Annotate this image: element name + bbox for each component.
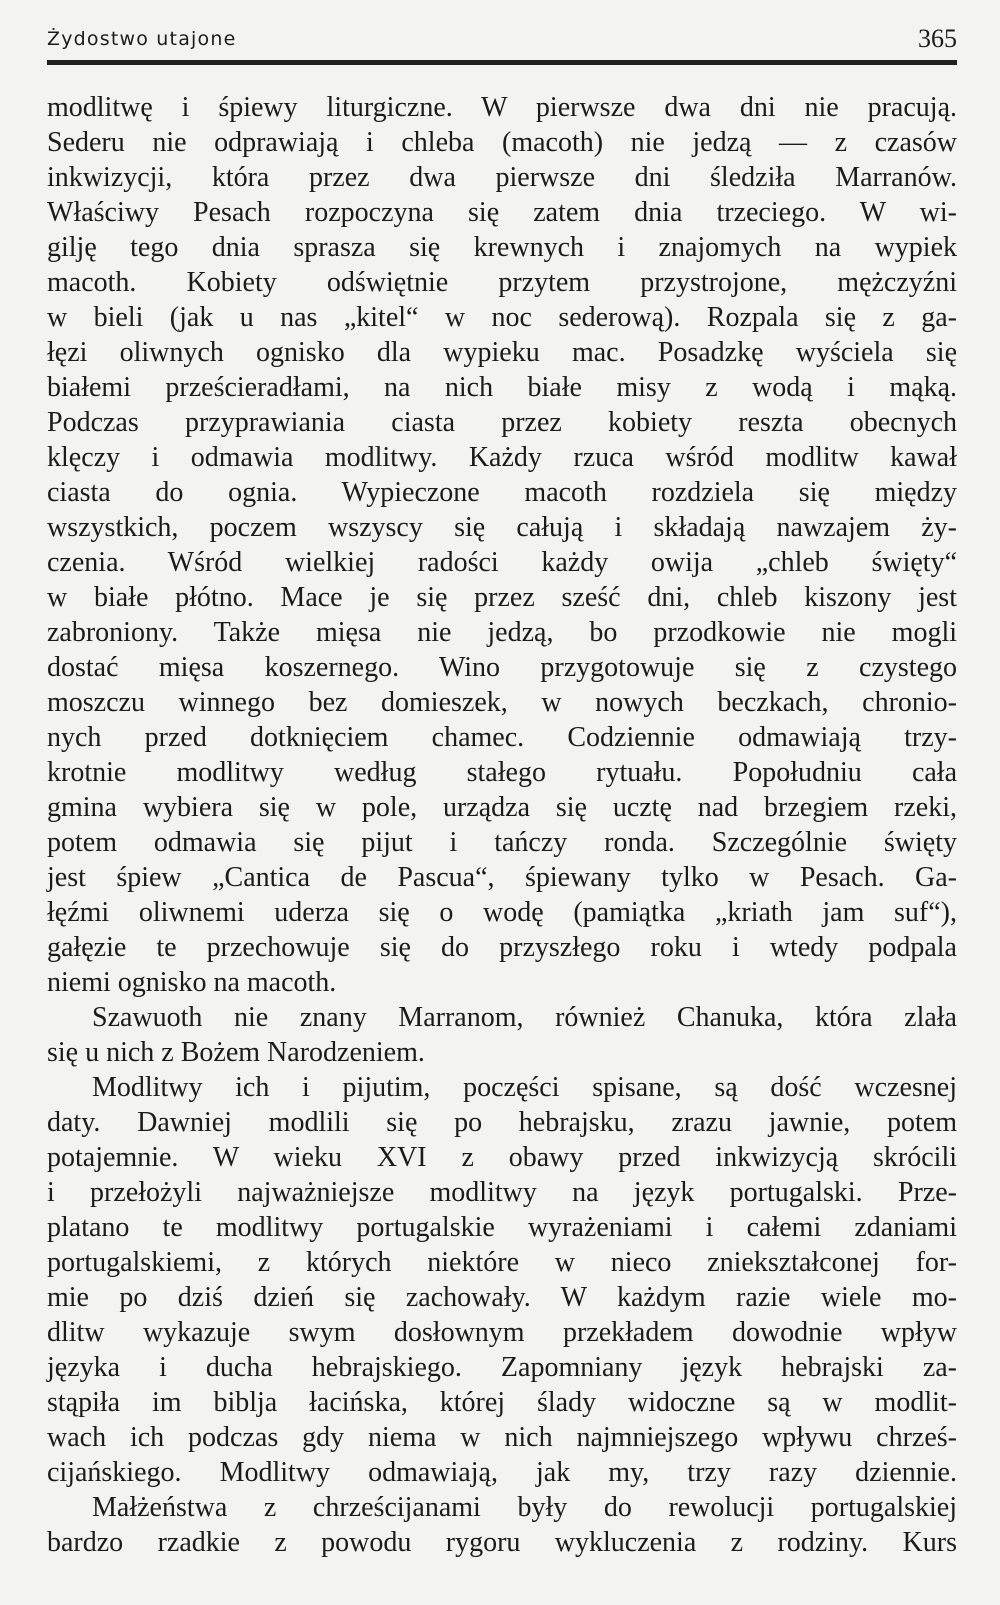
text-line: cijańskiego. Modlitwy odmawiają, jak my, trzy razy dziennie.: [47, 1457, 957, 1488]
text-line: klęczy i odmawia modlitwy. Każdy rzuca wśród modlitw kawał: [47, 442, 957, 473]
text-line: się u nich z Bożem Narodzeniem.: [47, 1037, 425, 1068]
text-line: niemi ognisko na macoth.: [47, 967, 337, 998]
text-line: ciasta do ognia. Wypieczone macoth rozdziela się między: [47, 477, 957, 508]
text-line: Właściwy Pesach rozpoczyna się zatem dnia trzeciego. W wi-: [47, 197, 957, 228]
text-line: potajemnie. W wieku XVI z obawy przed inkwizycją skrócili: [47, 1142, 957, 1173]
text-line: stąpiła im biblja łacińska, której ślady widoczne są w modlit-: [47, 1387, 957, 1418]
body-text: [47, 90, 957, 1560]
text-line: w bieli (jak u nas „kitel“ w noc sederową). Rozpala się z ga-: [47, 302, 957, 333]
text-line: potem odmawia się pijut i tańczy ronda. Szczególnie święty: [47, 827, 957, 858]
text-line: Szawuoth nie znany Marranom, również Chanuka, która zlała: [92, 1002, 957, 1033]
text-line: łęzi oliwnych ognisko dla wypieku mac. Posadzkę wyściela się: [47, 337, 957, 368]
text-line: dostać mięsa koszernego. Wino przygotowuje się z czystego: [47, 652, 957, 683]
text-line: zabroniony. Także mięsa nie jedzą, bo przodkowie nie mogli: [47, 617, 957, 648]
text-line: modlitwę i śpiewy liturgiczne. W pierwsze dwa dni nie pracują.: [47, 92, 957, 123]
text-line: gmina wybiera się w pole, urządza się ucztę nad brzegiem rzeki,: [47, 792, 957, 823]
text-line: portugalskiemi, z których niektóre w nieco zniekształconej for-: [47, 1247, 957, 1278]
page-number: 365: [918, 24, 957, 53]
text-line: mie po dziś dzień się zachowały. W każdym razie wiele mo-: [47, 1282, 957, 1313]
text-line: Sederu nie odprawiają i chleba (macoth) nie jedzą — z czasów: [47, 127, 957, 158]
text-line: bardzo rzadkie z powodu rygoru wykluczenia z rodziny. Kurs: [47, 1527, 957, 1558]
text-line: czenia. Wśród wielkiej radości każdy owija „chleb święty“: [47, 547, 957, 578]
text-line: wach ich podczas gdy niema w nich najmniejszego wpływu chrześ-: [47, 1422, 957, 1453]
header-rule: [47, 60, 957, 65]
text-line: i przełożyli najważniejsze modlitwy na język portugalski. Prze-: [47, 1177, 957, 1208]
text-line: języka i ducha hebrajskiego. Zapomniany język hebrajski za-: [47, 1352, 957, 1383]
text-line: krotnie modlitwy według stałego rytuału. Popołudniu cała: [47, 757, 957, 788]
text-line: Małżeństwa z chrześcijanami były do rewolucji portugalskiej: [92, 1492, 957, 1523]
text-line: platano te modlitwy portugalskie wyrażeniami i całemi zdaniami: [47, 1212, 957, 1243]
text-line: Modlitwy ich i pijutim, poczęści spisane, są dość wczesnej: [92, 1072, 957, 1103]
running-title: Żydostwo utajone: [47, 28, 237, 50]
text-line: łęźmi oliwnemi uderza się o wodę (pamiątka „kriath jam suf“),: [47, 897, 957, 928]
text-line: macoth. Kobiety odświętnie przytem przystrojone, mężczyźni: [47, 267, 957, 298]
text-line: nych przed dotknięciem chamec. Codziennie odmawiają trzy-: [47, 722, 957, 753]
text-line: dlitw wykazuje swym dosłownym przekładem dowodnie wpływ: [47, 1317, 957, 1348]
text-line: w białe płótno. Mace je się przez sześć dni, chleb kiszony jest: [47, 582, 957, 613]
text-line: wszystkich, poczem wszyscy się całują i składają nawzajem ży-: [47, 512, 957, 543]
text-line: jest śpiew „Cantica de Pascua“, śpiewany tylko w Pesach. Ga-: [47, 862, 957, 893]
text-line: Podczas przyprawiania ciasta przez kobiety reszta obecnych: [47, 407, 957, 438]
text-line: daty. Dawniej modlili się po hebrajsku, zrazu jawnie, potem: [47, 1107, 957, 1138]
text-line: gałęzie te przechowuje się do przyszłego roku i wtedy podpala: [47, 932, 957, 963]
text-line: inkwizycji, która przez dwa pierwsze dni śledziła Marranów.: [47, 162, 957, 193]
text-line: białemi prześcieradłami, na nich białe misy z wodą i mąką.: [47, 372, 957, 403]
text-line: gilję tego dnia sprasza się krewnych i znajomych na wypiek: [47, 232, 957, 263]
text-line: moszczu winnego bez domieszek, w nowych beczkach, chronio-: [47, 687, 957, 718]
